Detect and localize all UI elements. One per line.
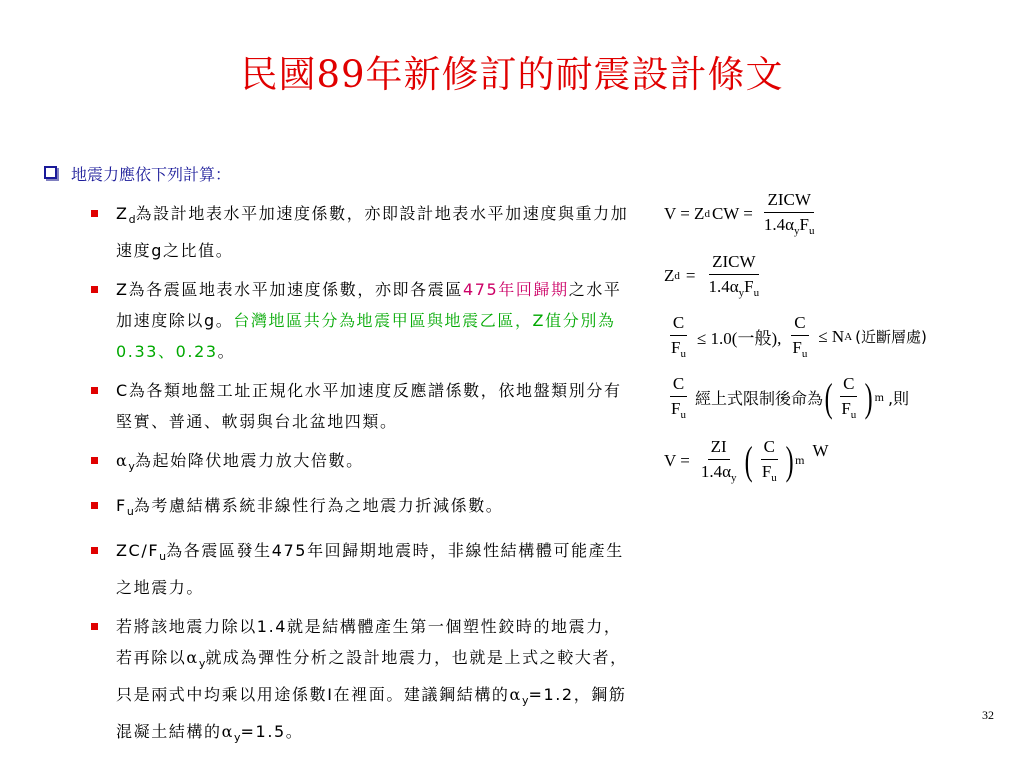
fraction-zicw: $\frac{\text{ZICW}}{1.4\alpha_yF_u}$ xyxy=(763,190,815,237)
formula-base-shear: V = Z d CW = $\frac{\text{ZICW}}{1.4\alpha_yF_u}$ xyxy=(664,190,822,237)
fraction-c-fu-4: $\frac{C}{F_u}$ xyxy=(841,374,857,421)
left-paren-2: ( xyxy=(745,437,754,483)
intro-text: 地震力應依下列計算： xyxy=(71,165,232,184)
intro-line xyxy=(44,162,231,185)
formula-zd: Z d = $\frac{\text{ZICW}}{1.4\alpha_yF_u}$ xyxy=(664,252,766,299)
left-paren: ( xyxy=(824,374,833,420)
fraction-c-fu-2: $\frac{C}{F_u}$ xyxy=(792,313,808,360)
page-number: 32 xyxy=(982,708,994,722)
bullet-c: C為各類地盤工址正規化水平加速度反應譜係數，依地盤類別分有堅實、普通、軟弱與台北盆地四類。 xyxy=(86,375,634,437)
checkbox-bullet-icon xyxy=(44,166,57,179)
fraction-c-fu-3: $\frac{C}{F_u}$ xyxy=(671,374,686,421)
bullet-z: Z為各震區地表水平加速度係數，亦即各震區475年回歸期之水平加速度除以g。台灣地區共分為地震甲區與地震乙區，Z值分別為0.33、0.23。 xyxy=(86,274,634,367)
bullet-zc-fu: $ZC/F_u$為各震區發生475年回歸期地震時，非線性結構體可能產生之地震力。 xyxy=(86,535,634,603)
fraction-c-fu-5: $\frac{C}{F_u}$ xyxy=(761,437,777,484)
bullet-list xyxy=(86,198,634,761)
right-paren-2: ) xyxy=(785,437,794,483)
fraction-zicw-2: $\frac{\text{ZICW}}{1.4\alpha_yF_u}$ xyxy=(708,252,760,299)
bullet-plastic-hinge: 若將該地震力除以1.4就是結構體產生第一個塑性鉸時的地震力，若再除以$\alpha_y$就成為彈性分析之設計地震力，也就是上式之較大者，只是兩式中均乘以用途係數I在裡面。建議鋼結構的$\alpha_y=1.2$，鋼筋混凝土結構的$\alpha_y=1.5$。 xyxy=(86,611,634,753)
bullet-fu: $F_u$為考慮結構系統非線性行為之地震力折減係數。 xyxy=(86,490,634,527)
formula-c-fu-m: $\frac{C}{F_u}$ 經上式限制後命為 ( $\frac{C}{F_u}$ ) m ,則 xyxy=(664,374,909,421)
formula-c-fu-limit: $\frac{C}{F_u}$ ≤ 1.0(一般), $\frac{C}{F_u}$ ≤ N A (近斷層處) xyxy=(664,313,927,360)
return-period-highlight: 475年回歸期 xyxy=(462,280,569,299)
fraction-c-fu: $\frac{C}{F_u}$ xyxy=(671,313,686,360)
slide-title: 民國89年新修訂的耐震設計條文 xyxy=(240,53,784,96)
taiwan-zone-note: 台灣地區共分為地震甲區與地震乙區，Z值分別為0.33、0.23 xyxy=(116,311,616,361)
bullet-zd: $Z_d$為設計地表水平加速度係數，亦即設計地表水平加速度與重力加速度g之比值。 xyxy=(86,198,634,266)
fraction-zi: $\frac{ZI}{1.4\alpha_y}$ xyxy=(700,437,737,484)
bullet-alpha-y: $\alpha_y$為起始降伏地震力放大倍數。 xyxy=(86,445,634,482)
right-paren: ) xyxy=(864,374,873,420)
formula-v-final: V = $\frac{ZI}{1.4\alpha_y}$ ( $\frac{C}{F_u}$ ) m W xyxy=(664,437,829,484)
